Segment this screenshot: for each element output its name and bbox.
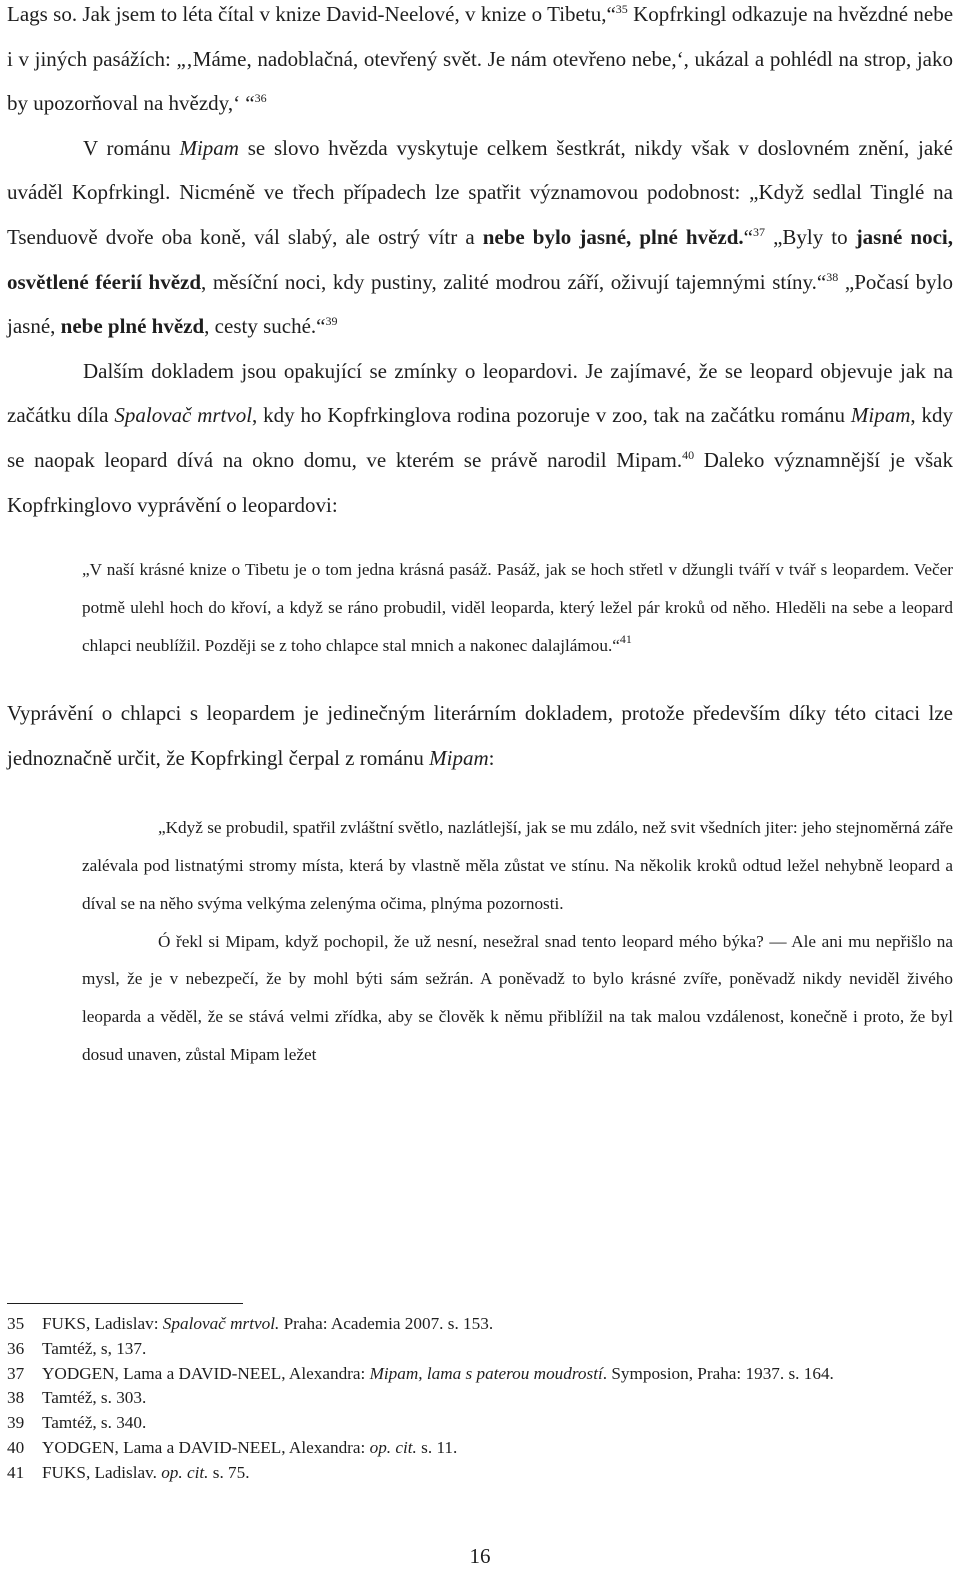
quote-paragraph: Ó řekl si Mipam, když pochopil, že už nesní, nesežral snad tento leopard mého býka? — Ale ani mu nepřišlo na mysl, že je v nebezpečí, že by mohl býti sám sežrán. A poněvadž to bylo krásné zvíře, poněvadž nikdy neviděl živého leoparda a věděl, že se stává velmi zřídka, aby se člověk k němu přiblížil na tak malou vzdálenost, konečně i proto, že byl dosud unaven, zůstal Mipam ležet xyxy=(82,931,953,1064)
footnote-39: 39 Tamtéž, s. 340. xyxy=(7,1413,147,1433)
paragraph-leopard: Dalším dokladem jsou opakující se zmínky o leopardovi. Je zajímavé, že se leopard objevuje jak na začátku díla Spalovač mrtvol, kdy ho Kopfrkinglova rodina pozoruje v zoo, tak na začátku románu Mipam, kdy se naopak leopard dívá na okno domu, ve kterém se právě narodil Mipam.$^{40}$ Daleko významnější je však Kopfrkinglovo vyprávění o leopardovi: xyxy=(7,358,953,517)
page-number: 16 xyxy=(469,1544,491,1568)
footnote-ref-41[interactable]: 41 xyxy=(619,631,632,646)
footnote-35: 35 FUKS, Ladislav: Spalovač mrtvol. Praha: Academia 2007. s. 153. xyxy=(7,1314,494,1333)
footnote-38: 38 Tamtéž, s. 303. xyxy=(7,1388,147,1408)
footnotes xyxy=(7,1312,937,1486)
footnote-ref-35[interactable]: 35 xyxy=(615,2,628,16)
paragraph-stars-intro: Lags so. Jak jsem to léta čítal v knize David-Neelové, v knize o Tibetu,“$^{35}$ Kopfrkingl odkazuje na hvězdné nebe i v jiných pasážích: „‚Máme, nadoblačná, otevřený svět. Je nám otevřeno nebe,‘, ukázal a pohlédl na strop, jako by upozorňoval na hvězdy,‘ “$^{36}$ xyxy=(7,2,954,116)
footnote-ref-37[interactable]: 37 xyxy=(753,224,765,239)
footnote-ref-40[interactable]: 40 xyxy=(682,447,695,462)
footnote-ref-36[interactable]: 36 xyxy=(254,91,267,106)
block-quote-leopard xyxy=(82,551,953,664)
paragraph-mipam-stars: V románu Mipam se slovo hvězda vyskytuje celkem šestkrát, nikdy však v doslovném znění, jaké uváděl Kopfrkingl. Nicméně ve třech případech lze spatřit významovou podobnost: „Když sedlal Tinglé na Tsenduově dvoře oba koně, vál slabý, ale ostrý vítr a nebe bylo jasné, plné hvězd.“$^{37}$ „Byly to jasné noci, osvětlené féerií hvězd, měsíční noci, kdy pustiny, zalité modrou září, oživují tajemnými stíny.“$^{38}$ „Počasí bylo jasné, nebe plné hvězd, cesty suché.“$^{39}$ xyxy=(7,135,954,339)
footnote-36: 36 Tamtéž, s, 137. xyxy=(7,1338,147,1358)
footnote-ref-39[interactable]: 39 xyxy=(325,314,338,329)
quote-paragraph: „Když se probudil, spatřil zvláštní světlo, nazlátlejší, jak se mu zdálo, než svit všedních jiter: jeho stejnoměrná záře zalévala pod listnatými stromy místa, která by vlastně měla zůstat ve stínu. Na několik kroků odtud ležel nehybně leopard a díval se na něho svýma velkýma zelenýma očima, plnýma pozornosti. xyxy=(82,818,953,913)
block-quote-mipam xyxy=(82,809,953,1073)
footnote-ref-38[interactable]: 38 xyxy=(826,269,839,284)
footnote-41: 41 FUKS, Ladislav. op. cit. s. 75. xyxy=(7,1462,250,1482)
footnote-40: 40 YODGEN, Lama a DAVID-NEEL, Alexandra: op. cit. s. 11. xyxy=(7,1437,458,1457)
footnote-37: 37 YODGEN, Lama a DAVID-NEEL, Alexandra: Mipam, lama s paterou moudrostí. Symposion, Praha: 1937. s. 164. xyxy=(7,1363,834,1383)
paragraph-evidence: Vyprávění o chlapci s leopardem je jedinečným literárním dokladem, protože především díky této citaci lze jednoznačně určit, že Kopfrkingl čerpal z románu Mipam: xyxy=(7,701,953,770)
quote-paragraph: „V naší krásné knize o Tibetu je o tom jedna krásná pasáž. Pasáž, jak se hoch střetl v džungli tváří v tvář s leopardem. Večer potmě ulehl hoch do křoví, a když se ráno probudil, viděl leoparda, který ležel pár kroků od něho. Hleděli na sebe a leopard chlapci neublížil. Později se z toho chlapce stal mnich a nakonec dalajlámou.“$^{41}$ xyxy=(82,560,953,655)
footnote-separator xyxy=(7,1303,243,1304)
document-page xyxy=(7,0,953,1073)
